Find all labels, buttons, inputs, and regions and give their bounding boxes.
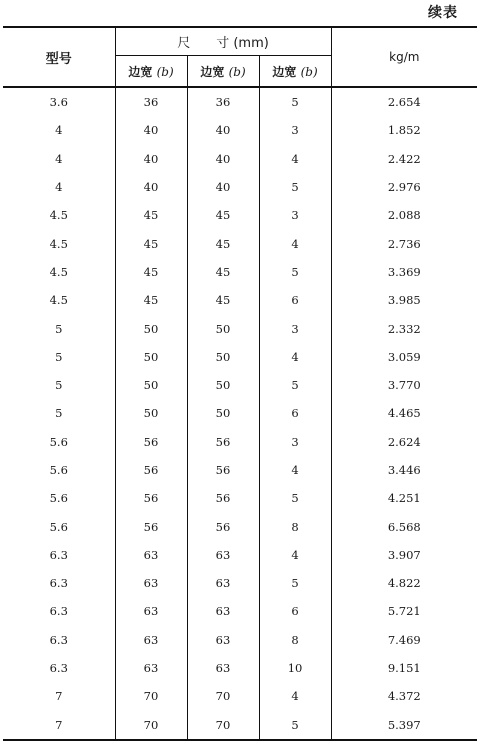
cell-width-2: 40 [187, 173, 259, 201]
cell-width-1: 40 [115, 116, 187, 144]
cell-width-1: 50 [115, 314, 187, 342]
header-sub-label: 边宽 [272, 64, 297, 79]
cell-type: 5 [55, 406, 63, 421]
header-sub-3 [259, 56, 331, 88]
table-row [3, 484, 477, 512]
cell-width-1: 40 [115, 173, 187, 201]
cell-width-2: 63 [187, 541, 259, 569]
header-dimensions [115, 27, 331, 56]
cell-width-1: 63 [115, 626, 187, 654]
header-sub-symbol: (b) [228, 64, 246, 79]
cell-weight: 5.721 [331, 597, 477, 625]
table-row [3, 173, 477, 201]
cell-weight: 4.372 [331, 682, 477, 710]
cell-type: 5.6 [49, 463, 68, 477]
header-sub-label: 边宽 [200, 64, 225, 79]
table-row [3, 201, 477, 229]
cell-width-2: 50 [187, 314, 259, 342]
header-sub-label: 边宽 [128, 64, 153, 79]
cell-type: 5.6 [49, 491, 68, 506]
cell-weight: 2.736 [331, 229, 477, 257]
table-row [3, 682, 477, 710]
table-row [3, 541, 477, 569]
cell-width-1: 56 [115, 484, 187, 512]
cell-weight: 1.852 [331, 116, 477, 144]
cell-width-2: 70 [187, 682, 259, 710]
cell-thickness: 5 [259, 569, 331, 597]
header-sub-2 [187, 56, 259, 88]
table-row [3, 569, 477, 597]
cell-width-2: 45 [187, 201, 259, 229]
cell-width-2: 36 [187, 87, 259, 116]
table-row [3, 512, 477, 540]
header-sub-symbol: (b) [300, 64, 318, 79]
header-dimension-unit: (mm) [233, 36, 269, 51]
cell-width-1: 63 [115, 541, 187, 569]
cell-width-2: 40 [187, 145, 259, 173]
cell-weight: 3.446 [331, 456, 477, 484]
cell-weight: 3.985 [331, 286, 477, 314]
cell-thickness: 4 [259, 682, 331, 710]
cell-type: 6.3 [49, 547, 68, 562]
cell-width-1: 70 [115, 711, 187, 740]
cell-width-2: 50 [187, 343, 259, 371]
header-unit: kg/m [331, 27, 477, 87]
cell-width-1: 70 [115, 682, 187, 710]
cell-width-1: 40 [115, 145, 187, 173]
cell-width-1: 63 [115, 597, 187, 625]
cell-type: 4 [55, 151, 63, 166]
cell-type: 6.3 [49, 661, 68, 676]
cell-width-1: 50 [115, 343, 187, 371]
cell-thickness: 5 [259, 258, 331, 286]
cell-width-2: 56 [187, 512, 259, 540]
cell-weight: 2.976 [331, 173, 477, 201]
cell-width-1: 45 [115, 286, 187, 314]
cell-width-1: 45 [115, 258, 187, 286]
cell-thickness: 3 [259, 116, 331, 144]
cell-type: 7 [3, 711, 115, 740]
cell-type: 5 [55, 378, 63, 393]
cell-width-1: 63 [115, 654, 187, 682]
table-row [3, 116, 477, 144]
cell-width-2: 40 [187, 116, 259, 144]
cell-type: 6.3 [49, 576, 68, 591]
cell-width-2: 70 [187, 711, 259, 740]
angle-steel-table [3, 26, 477, 741]
cell-thickness: 6 [259, 286, 331, 314]
table-row [3, 145, 477, 173]
table-header [3, 27, 477, 87]
cell-type: 5 [55, 349, 63, 364]
cell-thickness: 3 [259, 314, 331, 342]
cell-weight: 3.907 [331, 541, 477, 569]
cell-thickness: 5 [259, 711, 331, 740]
cell-weight: 7.469 [331, 626, 477, 654]
cell-weight: 3.770 [331, 371, 477, 399]
cell-width-1: 56 [115, 456, 187, 484]
cell-width-1: 50 [115, 371, 187, 399]
cell-thickness: 3 [259, 201, 331, 229]
cell-type: 5.6 [49, 519, 68, 534]
cell-thickness: 3 [259, 428, 331, 456]
cell-thickness: 4 [259, 343, 331, 371]
table-row [3, 343, 477, 371]
cell-weight: 4.465 [331, 399, 477, 427]
cell-weight: 2.422 [331, 145, 477, 173]
cell-width-2: 50 [187, 399, 259, 427]
cell-width-2: 63 [187, 626, 259, 654]
cell-width-1: 63 [115, 569, 187, 597]
cell-weight: 2.624 [331, 428, 477, 456]
cell-thickness: 6 [259, 399, 331, 427]
header-dimension-label2: 寸 [216, 36, 230, 51]
header-sub-1 [115, 56, 187, 88]
cell-thickness: 5 [259, 87, 331, 116]
table-row [3, 229, 477, 257]
cell-width-1: 56 [115, 512, 187, 540]
header-type: 型号 [3, 27, 115, 87]
header-sub-symbol: (b) [156, 64, 174, 79]
table-row [3, 286, 477, 314]
table-row [3, 456, 477, 484]
cell-width-1: 50 [115, 399, 187, 427]
cell-weight: 2.654 [331, 87, 477, 116]
table-row [3, 399, 477, 427]
continued-label: 续表 [428, 5, 458, 21]
cell-type: 4.5 [49, 293, 68, 308]
table-row [3, 371, 477, 399]
cell-type: 5 [55, 321, 63, 336]
cell-weight: 6.568 [331, 512, 477, 540]
cell-type: 4 [55, 180, 63, 195]
cell-thickness: 8 [259, 626, 331, 654]
cell-weight: 2.088 [331, 201, 477, 229]
table-row [3, 428, 477, 456]
cell-type: 4.5 [49, 236, 68, 251]
table-row [3, 654, 477, 682]
cell-weight: 9.151 [331, 654, 477, 682]
table-row [3, 258, 477, 286]
cell-thickness: 4 [259, 541, 331, 569]
cell-type: 4.5 [49, 208, 68, 223]
cell-thickness: 4 [259, 456, 331, 484]
header-dimension-label: 尺 [177, 36, 191, 51]
cell-thickness: 4 [259, 145, 331, 173]
cell-weight: 3.059 [331, 343, 477, 371]
cell-weight: 5.397 [331, 711, 477, 740]
cell-weight: 3.369 [331, 258, 477, 286]
cell-width-2: 45 [187, 258, 259, 286]
table-row [3, 711, 477, 740]
cell-weight: 2.332 [331, 314, 477, 342]
cell-width-2: 63 [187, 654, 259, 682]
cell-width-1: 45 [115, 201, 187, 229]
cell-width-1: 56 [115, 428, 187, 456]
cell-width-2: 56 [187, 484, 259, 512]
cell-type: 3.6 [49, 95, 68, 110]
cell-width-2: 45 [187, 286, 259, 314]
cell-weight: 4.251 [331, 484, 477, 512]
cell-weight: 4.822 [331, 569, 477, 597]
cell-width-2: 63 [187, 597, 259, 625]
cell-thickness: 10 [259, 654, 331, 682]
table-row [3, 314, 477, 342]
cell-width-2: 56 [187, 428, 259, 456]
cell-thickness: 5 [259, 484, 331, 512]
cell-type: 6.3 [49, 632, 68, 647]
cell-type: 7 [55, 689, 63, 704]
cell-type: 4 [55, 123, 63, 138]
cell-width-2: 56 [187, 456, 259, 484]
cell-width-2: 50 [187, 371, 259, 399]
cell-type: 5.6 [49, 434, 68, 449]
cell-width-2: 45 [187, 229, 259, 257]
table-row [3, 87, 477, 116]
cell-type: 6.3 [49, 604, 68, 619]
table-body [3, 87, 477, 740]
cell-width-2: 63 [187, 569, 259, 597]
cell-thickness: 4 [259, 229, 331, 257]
cell-type: 4.5 [49, 264, 68, 279]
cell-width-1: 45 [115, 229, 187, 257]
cell-thickness: 5 [259, 173, 331, 201]
cell-thickness: 5 [259, 371, 331, 399]
cell-thickness: 6 [259, 597, 331, 625]
cell-width-1: 36 [115, 87, 187, 116]
table-row [3, 597, 477, 625]
cell-thickness: 8 [259, 512, 331, 540]
table-row [3, 626, 477, 654]
